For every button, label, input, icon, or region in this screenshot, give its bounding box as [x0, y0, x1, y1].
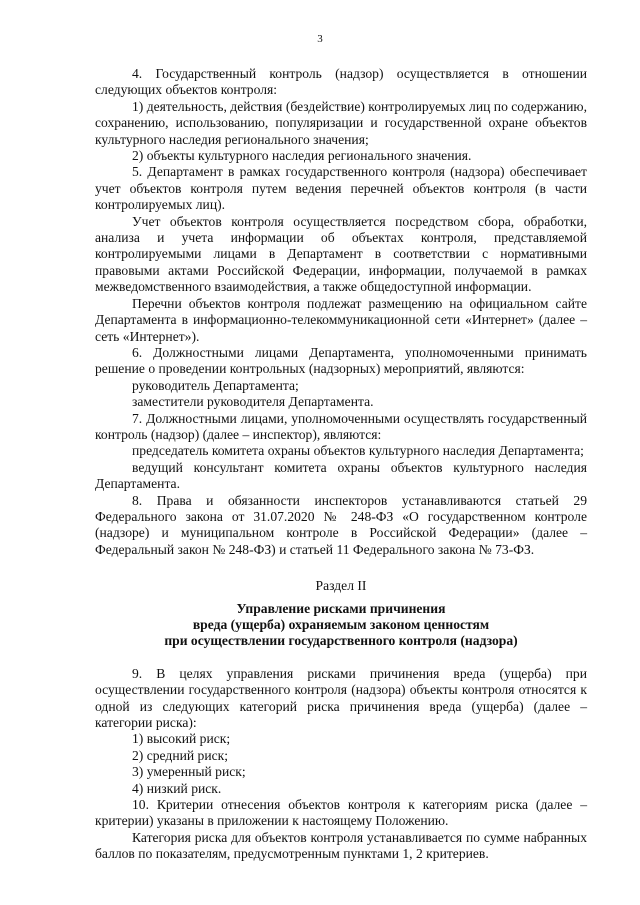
risk-low: 4) низкий риск. — [132, 780, 222, 796]
paragraph-6-deputies: заместители руководителя Департамента. — [132, 394, 374, 410]
paragraph-5-accounting: Учет объектов контроля осуществляется посредством сбора, обработки, анализа и учета информации об объектах контроля, представляемой контролируемыми лицами в Департамент в соответствии с нормативными правовыми актами Российской Федерации, информации, получаемой в рамках межведомственного взаимодействия, а также общедоступной информации. — [95, 213, 587, 295]
section-title-line-1: Управление рисками причинения — [236, 600, 446, 616]
section-title-line-3: при осуществлении государственного контроля (надзора) — [164, 633, 518, 649]
risk-medium: 2) средний риск; — [132, 747, 229, 763]
paragraph-4-item-2: 2) объекты культурного наследия регионального значения. — [132, 148, 472, 164]
body-block-2 — [95, 666, 587, 863]
risk-moderate: 3) умеренный риск; — [132, 764, 246, 780]
paragraph-7: 7. Должностными лицами, уполномоченными осуществлять государственный контроль (надзор) (далее – инспектор), являются: — [95, 410, 587, 442]
paragraph-4-item-1: 1) деятельность, действия (бездействие) контролируемых лиц по содержанию, сохранению, использованию, популяризации и государственной охране объектов культурного наследия регионального значения; — [95, 98, 587, 147]
page-number: 3 — [317, 33, 323, 45]
section-label: Раздел II — [315, 578, 367, 594]
section-gap — [95, 650, 587, 666]
paragraph-10-category: Категория риска для объектов контроля устанавливается по сумме набранных баллов по показателям, предусмотренным пунктами 1, 2 критериев. — [95, 829, 587, 862]
paragraph-5: 5. Департамент в рамках государственного контроля (надзора) обеспечивает учет объектов контроля путем ведения перечней объектов контроля (в части контролируемых лиц). — [95, 164, 587, 213]
paragraph-8: 8. Права и обязанности инспекторов устанавливаются статьей 29 Федерального закона от 31.07.2020 № 248-ФЗ «О государственном контроле (надзоре) и муниципальном контроле в Российской Федерации» (далее – Федеральный закон № 248-ФЗ) и статьей 11 Федерального закона № 73-ФЗ. — [95, 492, 587, 557]
body-block-1 — [95, 66, 587, 558]
paragraph-7-consultant: ведущий консультант комитета охраны объектов культурного наследия Департамента. — [95, 459, 587, 492]
paragraph-5-lists: Перечни объектов контроля подлежат размещению на официальном сайте Департамента в информационно-телекоммуникационной сети «Интернет» (далее – сеть «Интернет»). — [95, 295, 587, 344]
paragraph-4: 4. Государственный контроль (надзор) осуществляется в отношении следующих объектов контроля: — [95, 66, 587, 98]
paragraph-9: 9. В целях управления рисками причинения вреда (ущерба) при осуществлении государственного контроля (надзора) объекты контроля относятся к одной из следующих категорий риска причинения вреда (ущерба) (далее – категории риска): — [95, 665, 587, 731]
section-title-line-2: вреда (ущерба) охраняемым законом ценностям — [192, 617, 490, 632]
paragraph-10: 10. Критерии отнесения объектов контроля к категориям риска (далее – критерии) указаны в приложении к настоящему Положению. — [95, 797, 587, 829]
risk-high: 1) высокий риск; — [132, 731, 231, 747]
paragraph-6: 6. Должностными лицами Департамента, уполномоченными принимать решение о проведении контрольных (надзорных) мероприятий, являются: — [95, 344, 587, 377]
paragraph-6-head: руководитель Департамента; — [132, 377, 299, 393]
paragraph-7-chair: председатель комитета охраны объектов культурного наследия Департамента; — [132, 443, 584, 459]
